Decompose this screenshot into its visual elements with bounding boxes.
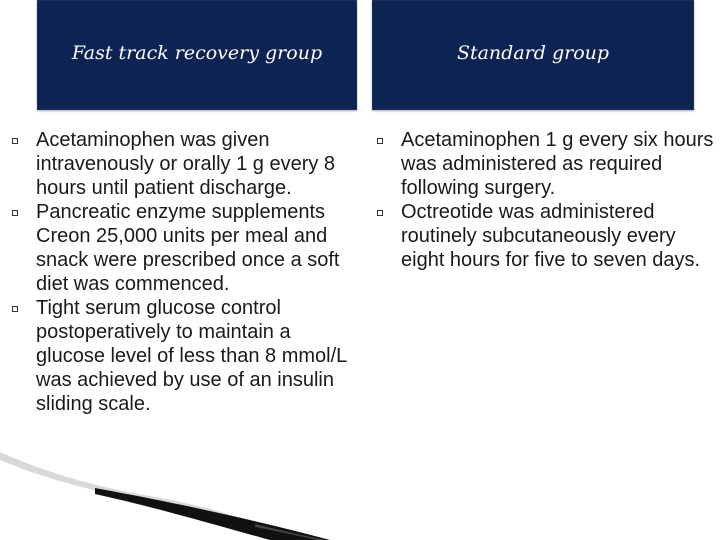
fast-track-header	[37, 0, 357, 110]
list-item	[12, 200, 352, 296]
swoosh-edge	[255, 524, 325, 540]
list-item-text: Acetaminophen 1 g every six hours was administered as required following surgery.	[401, 129, 714, 199]
standard-header	[372, 0, 694, 110]
bullet-icon	[12, 138, 18, 144]
swoosh-dark	[95, 488, 330, 540]
list-item-text: Tight serum glucose control postoperatively to maintain a glucose level of less than 8 mmol/L was achieved by use of an insulin sliding scale.	[36, 297, 373, 415]
swoosh-light	[0, 452, 265, 532]
fast-track-list	[12, 128, 373, 416]
list-item-text: Pancreatic enzyme supplements Creon 25,000 units per meal and snack were prescribed once a soft diet was commenced.	[36, 201, 340, 295]
fast-track-header-title: Fast track recovery group	[71, 42, 323, 64]
bullet-icon	[12, 306, 18, 312]
bullet-icon	[12, 210, 18, 216]
list-item	[12, 128, 352, 200]
standard-column	[377, 128, 720, 272]
list-item	[377, 128, 720, 200]
bullet-icon	[377, 210, 383, 216]
list-item	[12, 296, 373, 416]
list-item-text: Acetaminophen was given intravenously or orally 1 g every 8 hours until patient discharge.	[36, 129, 336, 199]
fast-track-column	[12, 128, 373, 416]
bullet-icon	[377, 138, 383, 144]
standard-header-title: Standard group	[456, 42, 610, 64]
standard-list	[377, 128, 720, 272]
list-item	[377, 200, 720, 272]
list-item-text: Octreotide was administered routinely subcutaneously every eight hours for five to seven days.	[401, 201, 701, 271]
